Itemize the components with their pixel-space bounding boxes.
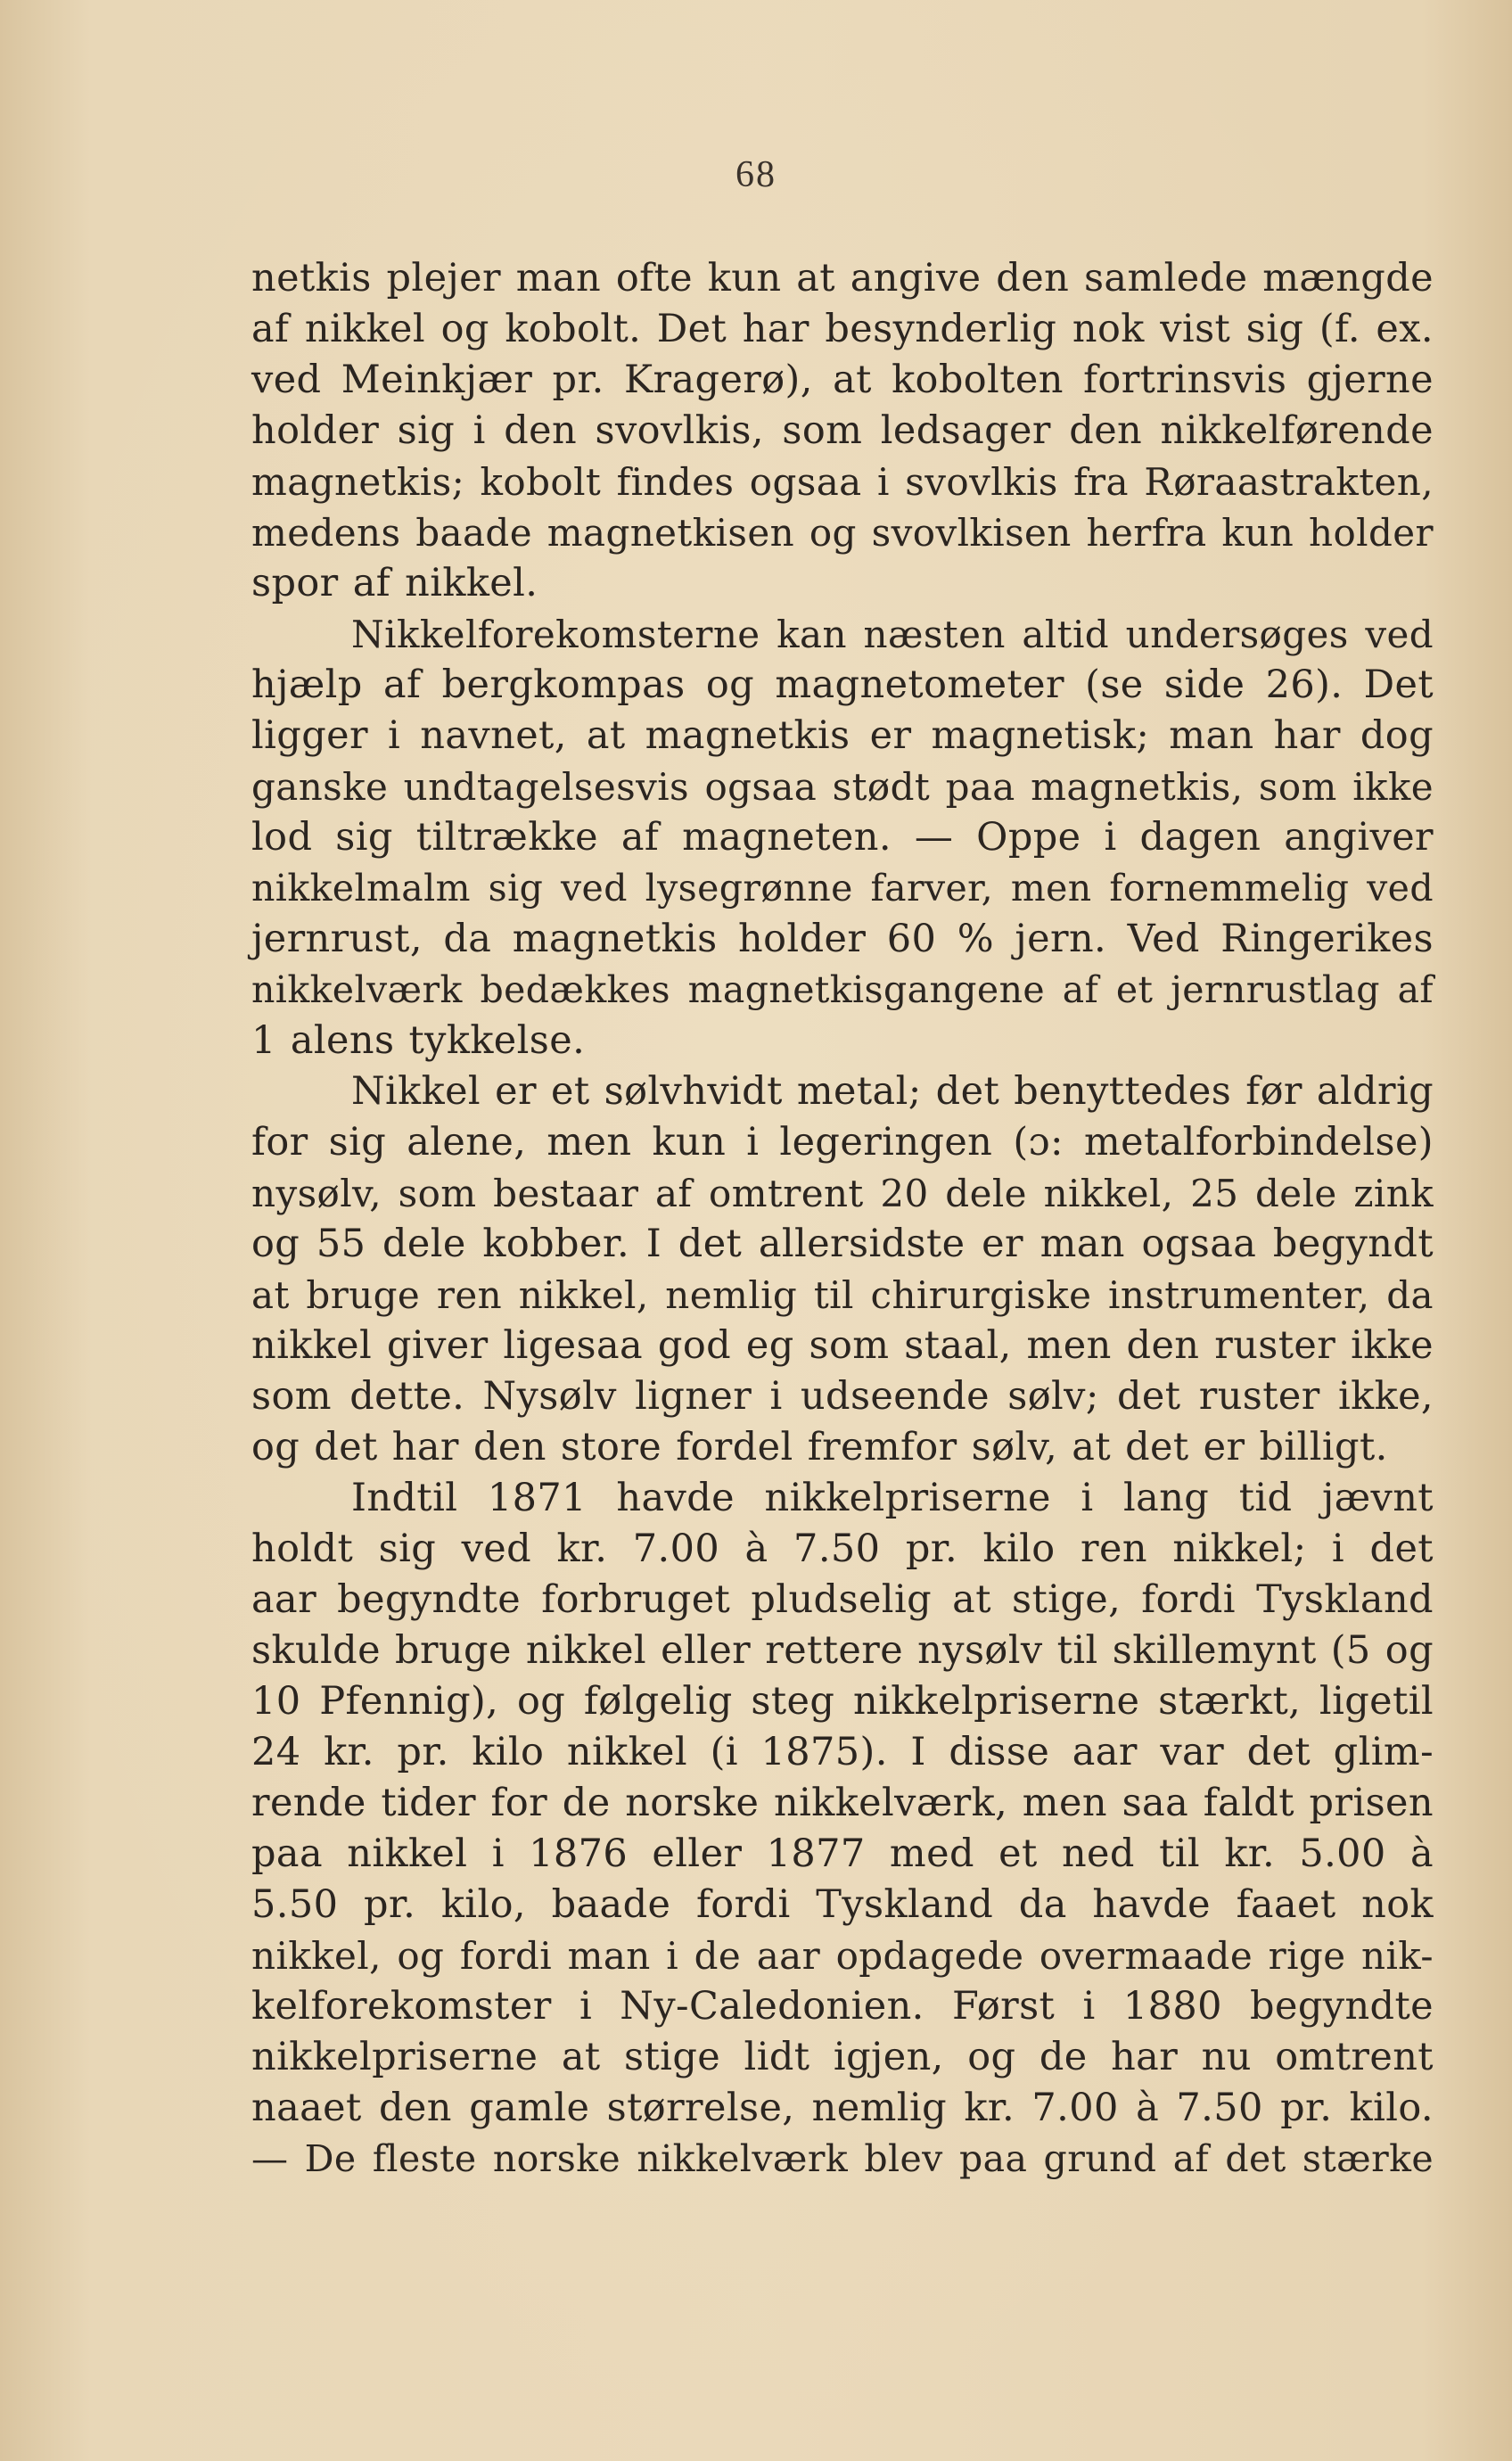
text-line: jernrust, da magnetkis holder 60 % jern. Ved Ringerikes — [251, 917, 1434, 961]
text-line: at bruge ren nikkel, nemlig til chirurgiske instrumenter, da — [251, 1273, 1434, 1317]
text-line: holder sig i den svovlkis, som ledsager den nikkelførende — [251, 408, 1434, 453]
text-line: nikkel, og fordi man i de aar opdagede overmaade rige nik- — [251, 1934, 1434, 1978]
text-line: rende tider for de norske nikkelværk, men saa faldt prisen — [251, 1781, 1434, 1825]
text-line: ligger i navnet, at magnetkis er magnetisk; man har dog — [251, 713, 1434, 758]
text-line: spor af nikkel. — [251, 561, 538, 605]
text-line: og det har den store fordel fremfor sølv, at det er billigt. — [251, 1425, 1388, 1469]
text-line: Nikkelforekomsterne kan næsten altid undersøges ved — [351, 613, 1434, 656]
text-line: nikkelværk bedækkes magnetkisgangene af et jernrustlag af — [251, 968, 1434, 1011]
text-line: som dette. Nysølv ligner i udseende sølv; det ruster ikke, — [251, 1374, 1434, 1419]
text-line: nysølv, som bestaar af omtrent 20 dele nikkel, 25 dele zink — [251, 1172, 1434, 1215]
page-number: 68 — [735, 154, 777, 195]
text-line: ganske undtagelsesvis ogsaa stødt paa magnetkis, som ikke — [251, 765, 1434, 809]
text-line: medens baade magnetkisen og svovlkisen herfra kun holder — [251, 511, 1434, 555]
text-line: — De fleste norske nikkelværk blev paa grund af det stærke — [251, 2137, 1434, 2180]
text-line: naaet den gamle størrelse, nemlig kr. 7.00 à 7.50 pr. kilo. — [251, 2086, 1434, 2130]
text-line: 1 alens tykkelse. — [251, 1018, 586, 1063]
text-line: Indtil 1871 havde nikkelpriserne i lang tid jævnt — [351, 1476, 1434, 1520]
text-line: af nikkel og kobolt. Det har besynderlig nok vist sig (f. ex. — [251, 307, 1434, 351]
text-line: aar begyndte forbruget pludselig at stige, fordi Tyskland — [251, 1577, 1434, 1622]
text-line: 5.50 pr. kilo, baade fordi Tyskland da havde faaet nok — [251, 1882, 1434, 1927]
text-line: nikkelpriserne at stige lidt igjen, og de har nu omtrent — [251, 2035, 1434, 2079]
body-text — [251, 253, 1434, 2185]
text-line: kelforekomster i Ny-Caledonien. Først i 1880 begyndte — [251, 1984, 1434, 2029]
text-line: hjælp af bergkompas og magnetometer (se side 26). Det — [251, 663, 1434, 707]
text-line: 24 kr. pr. kilo nikkel (i 1875). I disse aar var det glim- — [251, 1730, 1434, 1774]
text-line: lod sig tiltrække af magneten. — Oppe i dagen angiver — [251, 815, 1434, 860]
text-line: ved Meinkjær pr. Kragerø), at kobolten fortrinsvis gjerne — [251, 358, 1434, 402]
text-line: nikkelmalm sig ved lysegrønne farver, men fornemmelig ved — [251, 867, 1434, 910]
text-line: 10 Pfennig), og følgelig steg nikkelpriserne stærkt, ligetil — [251, 1679, 1434, 1724]
text-line: skulde bruge nikkel eller rettere nysølv til skillemynt (5 og — [251, 1628, 1434, 1673]
text-line: holdt sig ved kr. 7.00 à 7.50 pr. kilo ren nikkel; i det — [251, 1527, 1434, 1571]
text-line: og 55 dele kobber. I det allersidste er man ogsaa begyndt — [251, 1222, 1434, 1266]
text-line: netkis plejer man ofte kun at angive den samlede mængde — [251, 256, 1434, 300]
text-line: Nikkel er et sølvhvidt metal; det benyttedes før aldrig — [351, 1069, 1434, 1114]
text-line: paa nikkel i 1876 eller 1877 med et ned til kr. 5.00 à — [251, 1831, 1434, 1876]
text-line: for sig alene, men kun i legeringen (ɔ: metalforbindelse) — [251, 1120, 1434, 1165]
text-line: nikkel giver ligesaa god eg som staal, men den ruster ikke — [251, 1323, 1434, 1368]
text-line: magnetkis; kobolt findes ogsaa i svovlkis fra Røraastrakten, — [251, 460, 1434, 504]
